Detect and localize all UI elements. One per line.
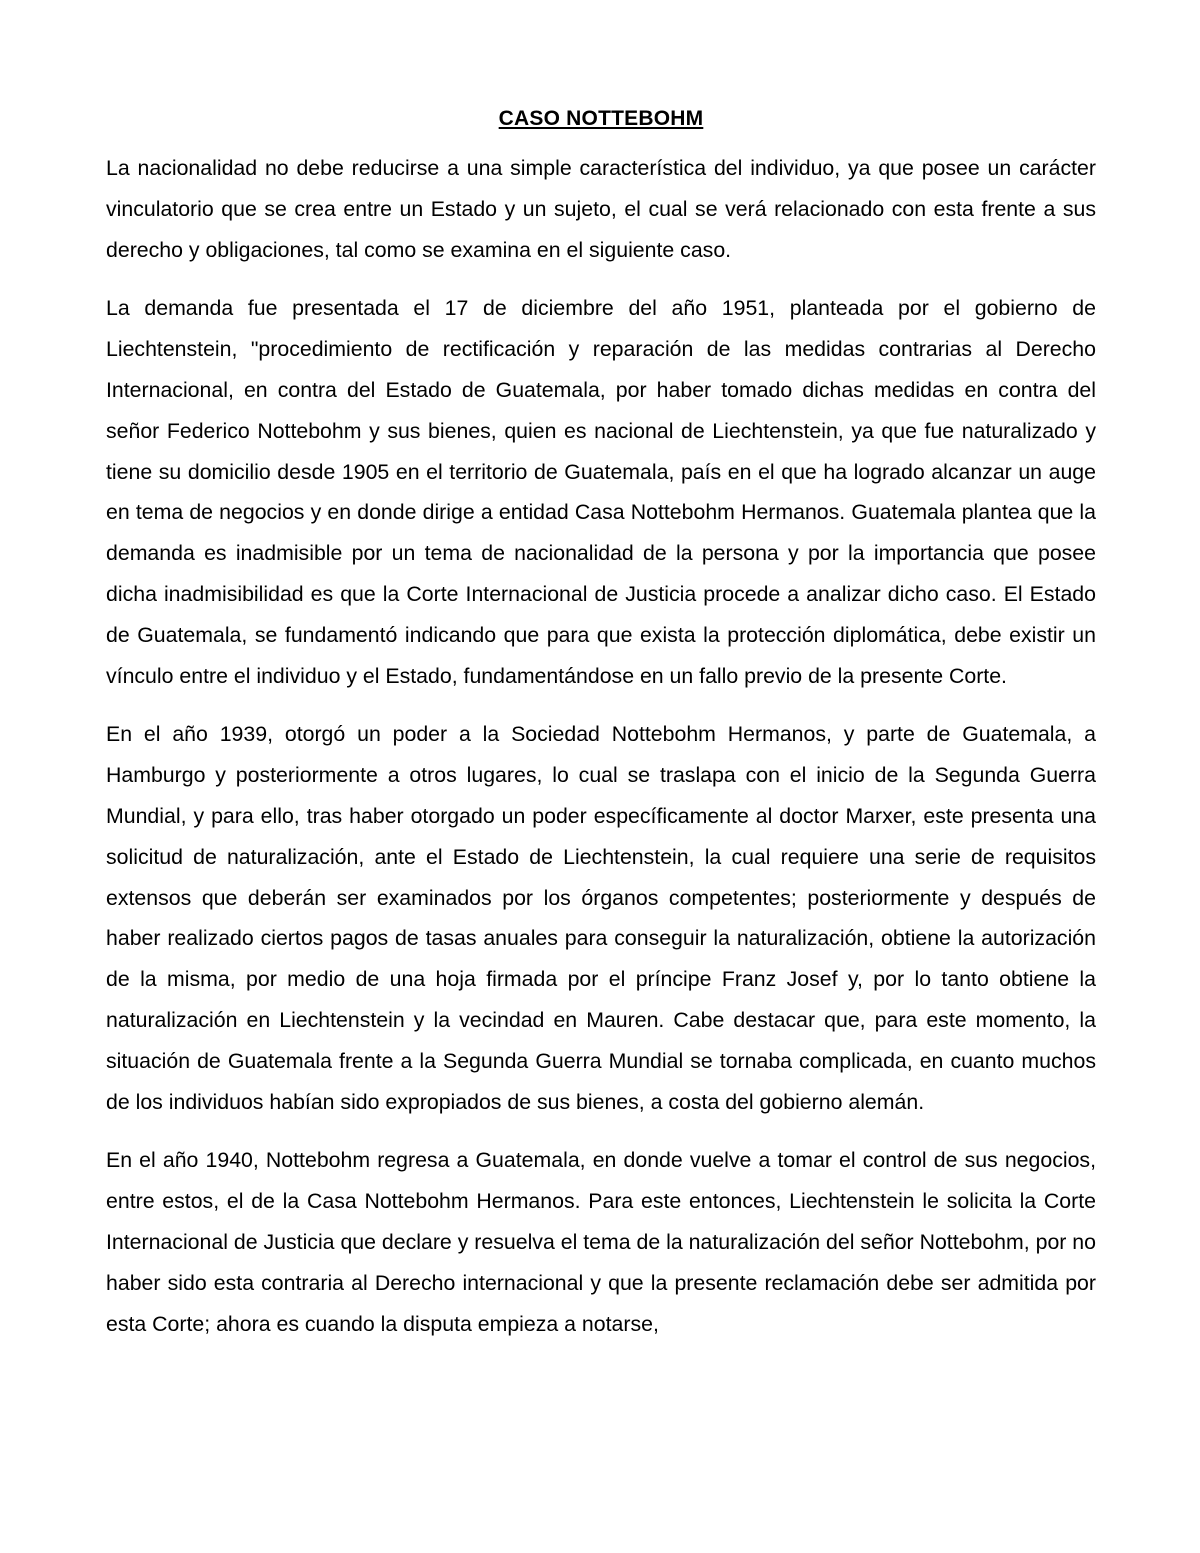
document-title: CASO NOTTEBOHM bbox=[498, 107, 704, 130]
paragraph-1940: En el año 1940, Nottebohm regresa a Guatemala, en donde vuelve a tomar el control de sus negocios, entre estos, el de la Casa Nottebohm Hermanos. Para este entonces, Liechtenstein le solicita la Corte Internacional de Justicia que declare y resuelva el tema de la naturalización del señor Nottebohm, por no haber sido esta contraria al Derecho internacional y que la presente reclamación debe ser admitida por esta Corte; ahora es cuando la disputa empieza a notarse, bbox=[106, 1148, 1096, 1336]
paragraph-1939: En el año 1939, otorgó un poder a la Sociedad Nottebohm Hermanos, y parte de Guatemala, a Hamburgo y posteriormente a otros lugares, lo cual se traslapa con el inicio de la Segunda Guerra Mundial, y para ello, tras haber otorgado un poder específicamente al doctor Marxer, este presenta una solicitud de naturalización, ante el Estado de Liechtenstein, la cual requiere una serie de requisitos extensos que deberán ser examinados por los órganos competentes; posteriormente y después de haber realizado ciertos pagos de tasas anuales para conseguir la naturalización, obtiene la autorización de la misma, por medio de una hoja firmada por el príncipe Franz Josef y, por lo tanto obtiene la naturalización en Liechtenstein y la vecindad en Mauren. Cabe destacar que, para este momento, la situación de Guatemala frente a la Segunda Guerra Mundial se tornaba complicada, en cuanto muchos de los individuos habían sido expropiados de sus bienes, a costa del gobierno alemán. bbox=[106, 722, 1096, 1114]
paragraph-demand: La demanda fue presentada el 17 de diciembre del año 1951, planteada por el gobierno de Liechtenstein, "procedimiento de rectificación y reparación de las medidas contrarias al Derecho Internacional, en contra del Estado de Guatemala, por haber tomado dichas medidas en contra del señor Federico Nottebohm y sus bienes, quien es nacional de Liechtenstein, ya que fue naturalizado y tiene su domicilio desde 1905 en el territorio de Guatemala, país en el que ha logrado alcanzar un auge en tema de negocios y en donde dirige a entidad Casa Nottebohm Hermanos. Guatemala plantea que la demanda es inadmisible por un tema de nacionalidad de la persona y por la importancia que posee dicha inadmisibilidad es que la Corte Internacional de Justicia procede a analizar dicho caso. El Estado de Guatemala, se fundamentó indicando que para que exista la protección diplomática, debe existir un vínculo entre el individuo y el Estado, fundamentándose en un fallo previo de la presente Corte. bbox=[106, 296, 1096, 688]
paragraph-intro: La nacionalidad no debe reducirse a una simple característica del individuo, ya que posee un carácter vinculatorio que se crea entre un Estado y un sujeto, el cual se verá relacionado con esta frente a sus derecho y obligaciones, tal como se examina en el siguiente caso. bbox=[106, 156, 1096, 262]
